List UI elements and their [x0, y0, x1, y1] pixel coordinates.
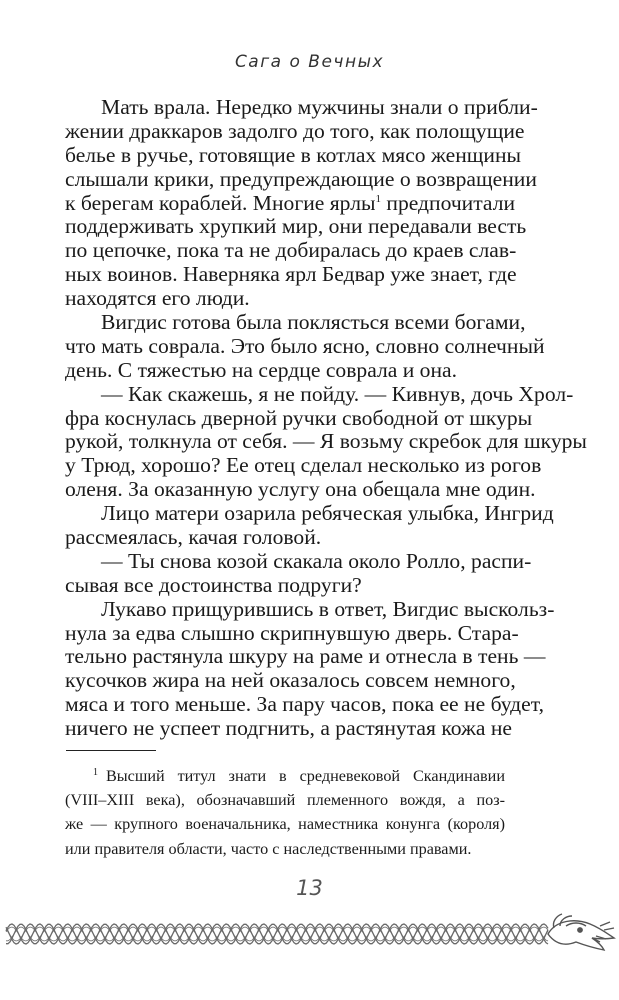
text-line: [65, 644, 546, 669]
footnote-text: (VIII–XIII века), обозначавший племенного вождя, а поз-: [65, 791, 505, 810]
text-line-content: оленя. За оказанную услугу она обещала мне один.: [65, 477, 536, 502]
text-line: [65, 310, 526, 335]
text-line: [65, 333, 545, 359]
text-line-content: жении драккаров задолго до того, как полощущие: [65, 118, 525, 143]
text-line: [65, 526, 505, 550]
footnote-text: или правителя области, часто с наследственными правами.: [65, 839, 472, 858]
text-line-content: у Трюд, хорошо? Ее отец сделал несколько из рогов: [65, 453, 542, 478]
text-line: [65, 548, 532, 574]
text-line: [65, 620, 519, 646]
text-line-content: день. С тяжестью на сердце соврала и она.: [65, 357, 458, 382]
text-line-content: ных воинов. Наверняка ярл Бедвар уже знает, где: [65, 262, 517, 287]
text-line-content: — Ты снова козой скакала около Ролло, распи-: [101, 548, 532, 573]
text-line: [65, 238, 517, 263]
text-line-content: ничего не успеет подгнить, а растянутая кожа не: [65, 716, 513, 741]
text-line: [65, 453, 542, 478]
footnote-text: Высший титул знати в средневековой Скандинавии: [106, 767, 505, 785]
text-line: [65, 716, 513, 741]
text-line: [65, 262, 517, 287]
footnote-line: [65, 812, 505, 836]
text-line-content: по цепочке, пока та не добиралась до краев слав-: [65, 238, 517, 263]
footnote-line: [65, 764, 505, 788]
text-line-content: кусочков жира на ней оказалось совсем немного,: [65, 668, 516, 693]
text-line: [65, 214, 527, 239]
text-line: [65, 190, 516, 216]
text-line-content: нула за едва слышно скрипнувшую дверь. Стара-: [65, 620, 519, 645]
text-line: [65, 596, 555, 622]
footnote: [65, 764, 505, 861]
text-line: [65, 166, 537, 192]
text-line: [65, 381, 574, 407]
text-line: [65, 118, 525, 144]
footnote-line: [65, 837, 505, 861]
text-line-content: Вигдис готова была поклясться всеми богами,: [101, 310, 526, 335]
text-line-content: — Как скажешь, я не пойду. — Кивнув, дочь Хрол-: [101, 381, 574, 406]
footnote-marker: 1: [93, 767, 98, 778]
text-line: [65, 142, 522, 168]
page-number: 13: [296, 876, 323, 900]
text-line-content: мяса и того меньше. За пару часов, пока ее не будет,: [65, 692, 544, 717]
text-line-continuation: предпочитали: [380, 190, 516, 215]
footnote-reference[interactable]: 1: [375, 192, 381, 205]
text-line-content: Лукаво прищурившись в ответ, Вигдис выскольз-: [101, 596, 555, 621]
text-line: [65, 95, 538, 120]
text-line-content: рукой, толкнула от себя. — Я возьму скребок для шкуры: [65, 429, 587, 454]
text-line-content: находятся его люди.: [65, 286, 250, 311]
text-line: [65, 405, 533, 431]
text-line-content: рассмеялась, качая головой.: [65, 525, 322, 550]
text-line-content: Мать врала. Нередко мужчины знали о прибли-: [101, 95, 538, 119]
braided-knot-border: [0, 912, 619, 956]
text-line: [65, 692, 544, 717]
text-line-content: белье в ручье, готовящие в котлах мясо женщины: [65, 142, 522, 167]
text-line-content: что мать соврала. Это было ясно, словно солнечный: [65, 333, 545, 358]
main-text: [65, 95, 587, 741]
text-line-content: поддерживать хрупкий мир, они передавали весть: [65, 214, 527, 239]
footnote-rule: [66, 750, 156, 751]
text-line-content: Лицо матери озарила ребяческая улыбка, Ингрид: [101, 501, 554, 526]
dragon-head-icon: [548, 914, 614, 950]
footnote-text: же — крупного военачальника, наместника конунга (короля): [65, 815, 505, 834]
text-line: [65, 359, 505, 383]
text-line-content: фра коснулась дверной ручки свободной от шкуры: [65, 405, 533, 430]
text-line-content: слышали крики, предупреждающие о возвращении: [65, 166, 537, 191]
text-line: [65, 477, 536, 502]
text-line: [65, 668, 516, 693]
text-line: [65, 574, 505, 598]
text-line-content: тельно растянула шкуру на раме и отнесла в тень —: [65, 644, 546, 669]
footnote-line: [65, 788, 505, 812]
text-line: [65, 287, 505, 311]
text-line: [65, 429, 587, 454]
text-line-content: к берегам кораблей. Многие ярлы: [65, 190, 376, 215]
text-line-content: сывая все достоинства подруги?: [65, 572, 362, 597]
running-head: Сага о Вечных: [234, 52, 385, 72]
text-line: [65, 501, 554, 526]
